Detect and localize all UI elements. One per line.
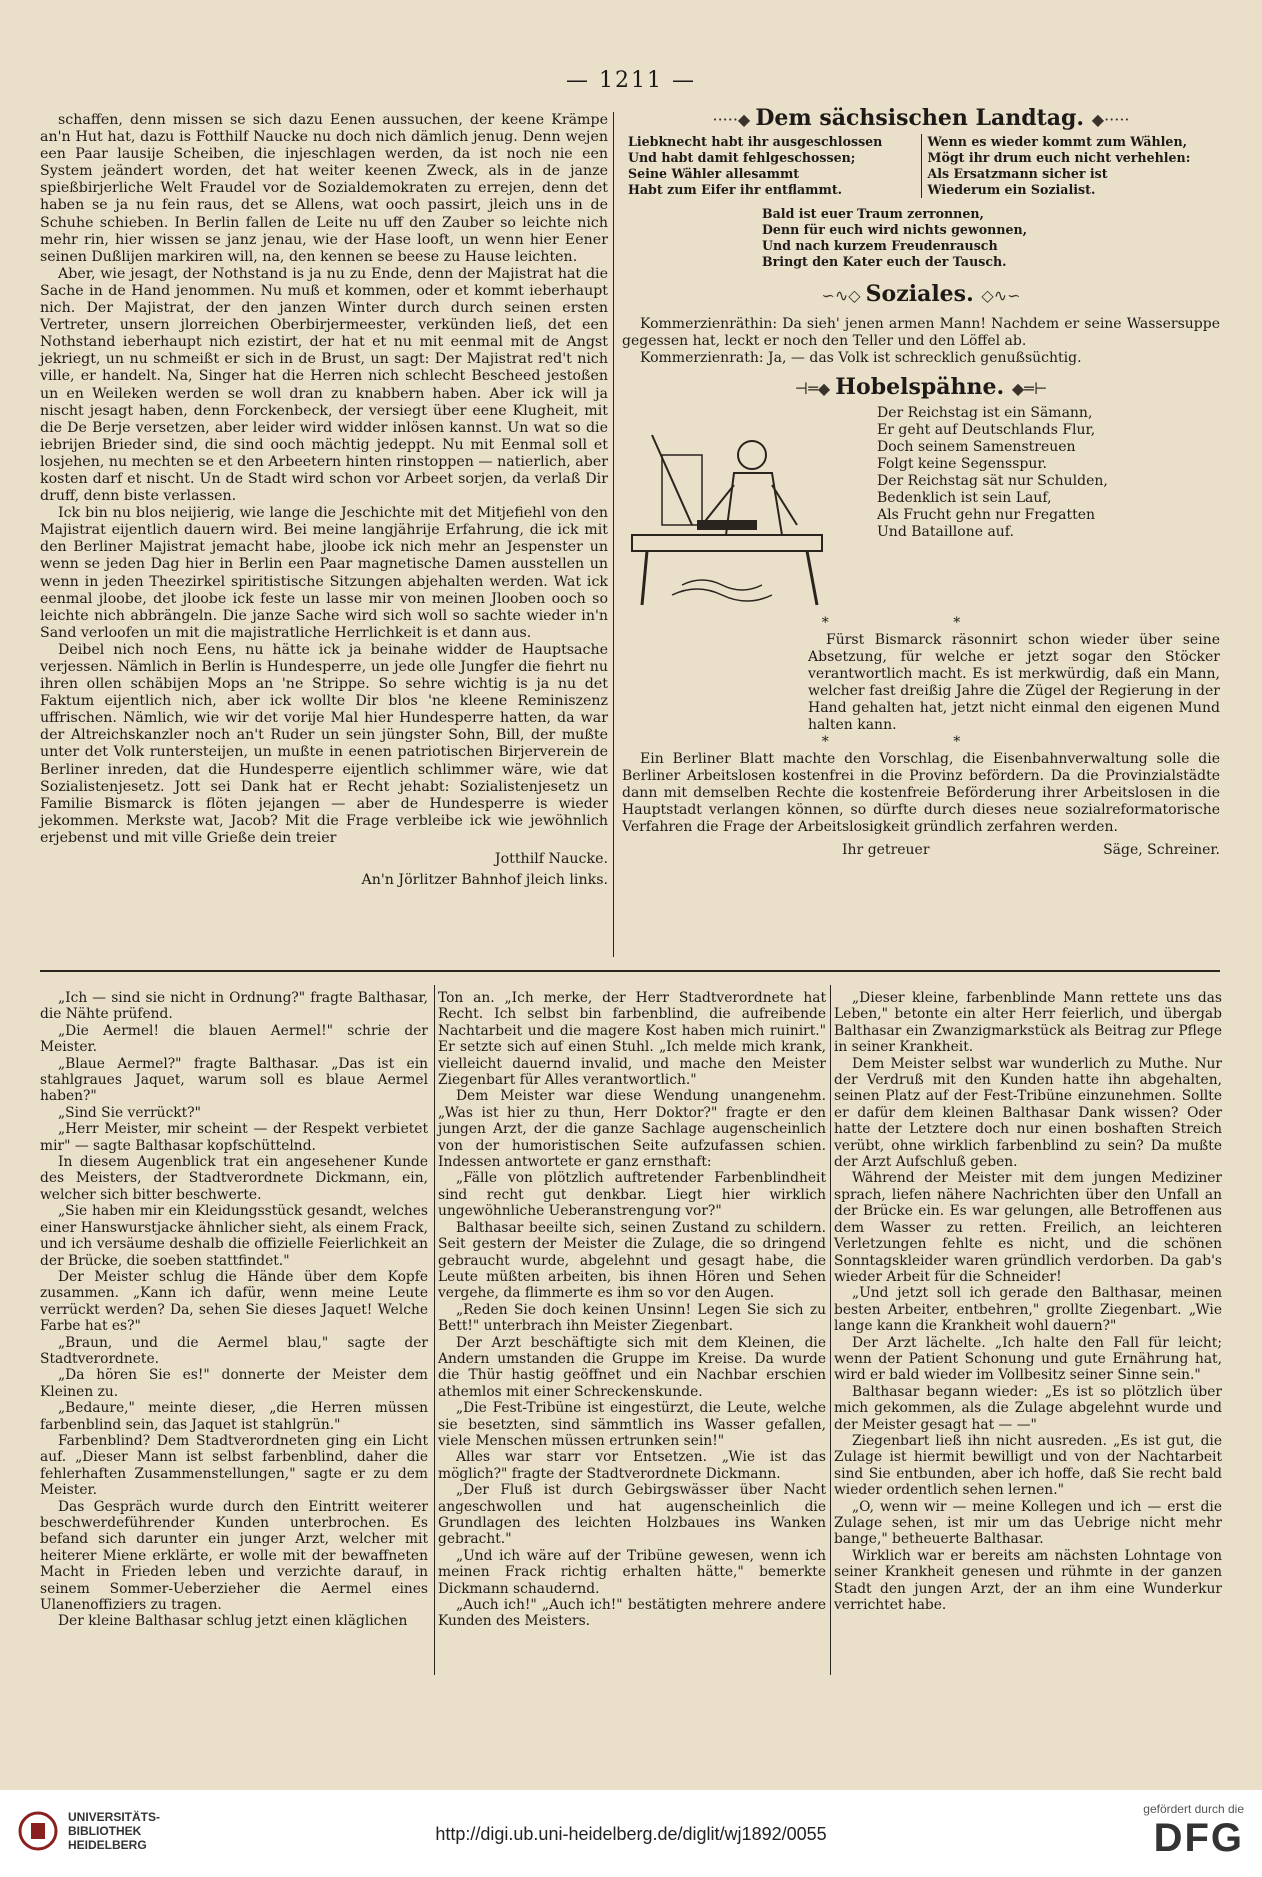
paragraph: Ick bin nu blos neijierig, wie lange die Jeschichte mit det Mitjefiehl von den Majistrat eijentlich dauern wird. Bei meine langjährije Erfahrung, die ick mit den Berliner Majistrat jemacht habe, jloobe ick nich mehr an Jespenster un wenn se jeden Dag hier in Berlin een Paar magnetische Damen ausstellen un wenn in jeden Theezirkel spiritistische Sitzungen abjehalten werden. Wat ick eenmal jloobe, det jloobe ick feste un lasse mir von meinen Jlooben ooch so leichte nich abbrängeln. Die janze Sache wird sich woll so sachte wieder in'n Sand verloofen un mit die majistratliche Herrlichkeit is et dann aus.	[40, 505, 608, 641]
hobel-section	[622, 405, 1220, 615]
ornament-icon: ◆·····	[1091, 110, 1130, 129]
eisenbahn-text: Ein Berliner Blatt machte den Vorschlag, die Eisenbahnverwaltung solle die Berliner Arbeitslosen kostenfrei in die Provinz befördern. Da die Provinzialstädte dann mit demselben Rechte die kostenfreie Beförderung ihrer Arbeitslosen in die Hauptstadt verlangen können, so dürfte durch dieses neue sozialreformatorische Verfahren die Frage der Arbeitslosigkeit gründlich zerfahren werden.	[622, 751, 1220, 835]
landtag-poem	[622, 134, 1220, 198]
logo-text: UNIVERSITÄTS- BIBLIOTHEK HEIDELBERG	[68, 1810, 161, 1852]
ornament-icon: ⊣═◆	[794, 379, 836, 398]
dfg-logo[interactable]	[1143, 1802, 1244, 1860]
column-divider	[830, 985, 831, 1675]
landtag-title: ·····◆ Dem sächsischen Landtag. ◆·····	[712, 105, 1130, 131]
section-divider	[40, 970, 1220, 972]
poem-stanza: Bald ist euer Traum zerronnen, Denn für euch wird nichts gewonnen, Und nach kurzem Freudenrausch Bringt den Kater euch der Tausch.	[762, 206, 1028, 269]
viewer-footer	[0, 1790, 1262, 1877]
hobel-signature: Ihr getreuer Säge, Schreiner.	[842, 842, 1220, 858]
dfg-text: DFG	[1153, 1816, 1244, 1860]
carpenter-illustration-icon	[622, 415, 842, 615]
paragraph: Deibel nich noch Eens, nu hätte ick ja beinahe widder de Hauptsache verjessen. Nämlich in Berlin is Hundesperre, un jede olle Jungfer die fiehrt nu ihren ollen schäbijen Mops an 'ne Strippe. So sehre wichtig is ja nu det Faktum eijentlich nich, aber ick wollte Dir blos 'ne kleene Reminiszenz uffrischen. Nämlich, wie wir det vorije Mal hier Hundesperre hatten, da war der Altreichskanzler noch an't Ruder un sein jüngster Sohn, Bill, der mußte unter det Volk runtersteijen, un mußte in eenen patriotischen Birjerverein de Berliner inreden, dat die Hundesperre eijentlich schlimmer wäre, wie dat Sozialistenjesetz. Jott sei Dank hat er Recht jehabt: Sozialistenjesetz un Familie Bismarck is flöten jejangen — aber de Hundesperre is wieder jekommen. Merkste wat, Jacob? Mit die Frage verbleibe ick wie jewöhnlich erjebenst und mit ville Grieße dein treier	[40, 641, 608, 846]
page-number: — 1211 —	[566, 68, 696, 93]
left-column-article	[40, 112, 608, 889]
ornament-icon: ◆═⊢	[1011, 379, 1048, 398]
section-stars: * *	[821, 734, 1021, 750]
swirl-icon: ∽∿◇	[821, 286, 866, 305]
soziales-text: Kommerzienräthin: Da sieh' jenen armen Mann! Nachdem er seine Wassersuppe gegessen hat, leckt er noch den Teller und den Löffel ab. Kommerzienrath: Ja, — das Volk ist schrecklich genußsüchtig.	[622, 316, 1220, 366]
hobel-title: ⊣═◆ Hobelspähne. ◆═⊢	[794, 374, 1048, 400]
source-url-link[interactable]: http://digi.ub.uni-heidelberg.de/diglit/wj1892/0055	[435, 1824, 827, 1844]
hobel-poem: Der Reichstag ist ein Sämann, Er geht auf Deutschlands Flur, Doch seinem Samenstreuen Folgt keine Segensspur. Der Reichstag sät nur Schulden, Bedenklich ist sein Lauf, Als Frucht gehn nur Fregatten Und Bataillone auf.	[877, 405, 1108, 540]
poem-stanza: Wenn es wieder kommt zum Wählen, Mögt ihr drum euch nicht verhehlen: Als Ersatzmann sicher ist Wiederum ein Sozialist.	[921, 134, 1221, 198]
column-divider	[434, 985, 435, 1675]
swirl-icon: ◇∿∽	[981, 286, 1021, 305]
paragraph: Aber, wie jesagt, der Nothstand is ja nu zu Ende, denn der Majistrat hat die Sache in de Hand jenommen. Nu muß et kommen, oder et kommt ieberhaupt nich. Der Majistrat, der den janzen Winter durch durch seinen ersten Vertreter, unsern jlorreichen Oberbirjermeester, verkünden ließ, det een Nothstand ieberhaupt nich ezistirt, der hat et nu mit eenmal mit de Angst jekriegt, un nu schmeißt er sich in de Brust, un sagt: Der Majistrat red't nich ville, er handelt. Na, Singer hat die Herren nich schlecht Bescheed jestoßen un en Weileken werden se woll dran zu knabbern haben. Aber ick will ja nischt jesagt haben, denn Forckenbeck, der versiegt über eene Klugheit, mit die De Berje versetzen, aber leider wird widder inlösen kannst. Un wat so die iebrijen Brieder sind, die sind ooch mächtig jedeppt. Nu mit Eenmal soll et losjehen, nu mechten se et den Arbeetern hinten rinstoppen — natierlich, aber kosten darf et nischt. Un de Stadt wird schon vor Arbeet sorjen, da verlaß Dir druff, denn biste verlassen.	[40, 265, 609, 505]
poem-stanza: Liebknecht habt ihr ausgeschlossen Und habt damit fehlgeschossen; Seine Wähler allesammt Habt zum Eifer ihr entflammt.	[628, 134, 883, 197]
right-column	[622, 105, 1220, 859]
signature-name: Jotthilf Naucke.	[494, 851, 608, 868]
column-divider	[613, 112, 614, 957]
soziales-title: ∽∿◇ Soziales. ◇∿∽	[821, 281, 1021, 307]
story-column-2: Ton an. „Ich merke, der Herr Stadtverordnete hat Recht. Ich selbst bin farbenblind, die aufreibende Nachtarbeit und die magere Kost haben mich ruinirt." Er setzte sich auf einen Stuhl. „Ich melde mich krank, vielleicht dauernd invalid, und mache den Meister Ziegenbart für Alles verantwortlich." Dem Meister war diese Wendung unangenehm. „Was ist hier zu thun, Herr Doktor?" fragte er den jungen Arzt, der die ganze Sachlage augenscheinlich von der humoristischen Seite aufzufassen schien. Indessen antwortete er ganz ernsthaft: „Fälle von plötzlich auftretender Farbenblindheit sind recht gut denkbar. Liegt hier wirklich ungewöhnliche Ueberanstrengung vor?" Balthasar beeilte sich, seinen Zustand zu schildern. Seit gestern der Meister die Zulage, die so dringend gebraucht wurde, abgelehnt und gesagt habe, die Leute müßten arbeiten, bis ihnen Hören und Sehen vergehe, da flimmerte es ihm so vor den Augen. „Reden Sie doch keinen Unsinn! Legen Sie sich zu Bett!" unterbrach ihn Meister Ziegenbart. Der Arzt beschäftigte sich mit dem Kleinen, die Andern umstanden die Gruppe im Kreise. Da wurde die Thür hastig geöffnet und ein Nachbar erschien athemlos mit einer Schreckenskunde. „Die Fest-Tribüne ist eingestürzt, die Leute, welche sie besetzten, sind sämmtlich ins Wasser gefallen, viele Menschen müssen ertrunken sein!" Alles war starr vor Entsetzen. „Wie ist das möglich?" fragte der Stadtverordnete Dickmann. „Der Fluß ist durch Gebirgswässer über Nacht angeschwollen und hat augenscheinlich die Grundlagen des leichten Holzbaues ins Wanken gebracht." „Und ich wäre auf der Tribüne gewesen, wenn ich meinen Frack richtig erhalten hätte," bemerkte Dickmann schaudernd. „Auch ich!" „Auch ich!" bestätigten mehrere andere Kunden des Meisters.	[438, 990, 826, 1630]
funded-by-text: gefördert durch die	[1143, 1802, 1244, 1816]
story-column-3: „Dieser kleine, farbenblinde Mann rettete uns das Leben," betonte ein alter Herr feierlich, und übergab Balthasar ein Zwanzigmarkstück als Beitrag zur Pflege in seiner Krankheit. Dem Meister selbst war wunderlich zu Muthe. Nur der Verdruß mit den Kunden hatte ihn abgehalten, seinen Platz auf der Fest-Tribüne einzunehmen. Sollte er dafür dem kleinen Balthasar Dank wissen? Oder hatte der Letztere doch nur einen boshaften Streich verübt, ohne wirklich farbenblind zu sein? Da mußte der Arzt Aufschluß geben. Während der Meister mit dem jungen Mediziner sprach, liefen nähere Nachrichten über den Unfall an der Brücke ein. Es war gelungen, alle Betroffenen aus dem Wasser zu retten. Freilich, an leichteren Verletzungen fehlte es nicht, und die schönen Sonntagskleider waren gründlich verdorben. Da gab's wieder Arbeit für die Schneider! „Und jetzt soll ich gerade den Balthasar, meinen besten Arbeiter, entbehren," grollte Ziegenbart. „Wie lange kann die Krankheit wohl dauern?" Der Arzt lächelte. „Ich halte den Fall für leicht; wenn der Patient Schonung und gute Ernährung hat, wird er bald wieder im Vollbesitz seiner Sinne sein." Balthasar begann wieder: „Es ist so plötzlich über mich gekommen, als die Zulage abgelehnt wurde und der Meister gesagt hat — —" Ziegenbart ließ ihn nicht ausreden. „Es ist gut, die Zulage ist hiermit bewilligt und von der Nachtarbeit sind Sie entbunden, aber ich hoffe, daß Sie recht bald wieder ordentlich sehen lernen." „O, wenn wir — meine Kollegen und ich — erst die Zulage sehen, ist mir um das Uebrige nicht mehr bange," betheuerte Balthasar. Wirklich war er bereits am nächsten Lohntage von seiner Krankheit genesen und rühmte in der ganzen Stadt den jungen Arzt, der an ihm eine Wunderkur verrichtet habe.	[834, 990, 1222, 1614]
story-column-1: „Ich — sind sie nicht in Ordnung?" fragte Balthasar, die Nähte prüfend. „Die Aermel! die blauen Aermel!" schrie der Meister. „Blaue Aermel?" fragte Balthasar. „Das ist ein stahlgraues Jaquet, warum soll es blaue Aermel haben?" „Sind Sie verrückt?" „Herr Meister, mir scheint — der Respekt verbietet mir" — sagte Balthasar kopfschüttelnd. In diesem Augenblick trat ein angesehener Kunde des Meisters, der Stadtverordnete Dickmann, ein, welcher sich bitter beschwerte. „Sie haben mir ein Kleidungsstück gesandt, welches einer Hanswurstjacke ähnlicher sieht, als einem Frack, und ich versäume deshalb die offizielle Feierlichkeit an der Brücke, die soeben stattfindet." Der Meister schlug die Hände über dem Kopfe zusammen. „Kann ich dafür, wenn meine Leute verrückt werden? Da, sehen Sie dieses Jaquet! Welche Farbe hat es?" „Braun, und die Aermel blau," sagte der Stadtverordnete. „Da hören Sie es!" donnerte der Meister dem Kleinen zu. „Bedaure," meinte dieser, „die Herren müssen farbenblind sein, das Jaquet ist stahlgrün." Farbenblind? Dem Stadtverordneten ging ein Licht auf. „Dieser Mann ist selbst farbenblind, daher die fehlerhaften Zusammenstellungen," sagte er zu dem Meister. Das Gespräch wurde durch den Eintritt weiterer beschwerdeführender Kunden unterbrochen. Es befand sich darunter ein junger Arzt, welcher mit heiterer Miene erklärte, er wolle mit der bewaffneten Macht in Frieden leben und verzichte darauf, in seinem Sommer-Ueberzieher die Aermel eines Ulanenoffiziers zu tragen. Der kleine Balthasar schlug jetzt einen kläglichen	[40, 990, 428, 1630]
signature-place: An'n Jörlitzer Bahnhof jleich links.	[361, 872, 608, 889]
ornament-icon: ·····◆	[712, 110, 756, 129]
paragraph: schaffen, denn missen se sich dazu Eenen aussuchen, der keene Krämpe an'n Hut hat, dazu is Fotthilf Naucke nu doch nich dämlich jenug. Denn wejen een Paar lausije Scheiben, die injeschlagen werden, da ist noch nie een System jeändert worden, det hat weiter keenen Zweck, als in de janze spießbirjerliche Welt Fraudel vor de Sozialdemokraten zu errejen, denn det haben se ja nu fein raus, det se Allens, wat ooch passirt, jleich uns in de Schuhe schieben. In Berlin fallen de Leite nu uff den Zauber so leichte nich mehr rin, hier wissen se janz jenau, wie der Hase looft, un wenn hier Eener seinen Dußlijen markiren will, na, den kennen se beese zu Hause leichten.	[40, 112, 608, 265]
bismarck-text: Fürst Bismarck räsonnirt schon wieder über seine Absetzung, für welche er jetzt sogar den Stöcker verantwortlich macht. Es ist merkwürdig, daß ein Mann, welcher fast dreißig Jahre die Zügel der Regierung in der Hand gehalten hat, jetzt nicht einmal den eigenen Mund halten kann.	[808, 632, 1220, 733]
section-stars: * *	[821, 615, 1021, 631]
